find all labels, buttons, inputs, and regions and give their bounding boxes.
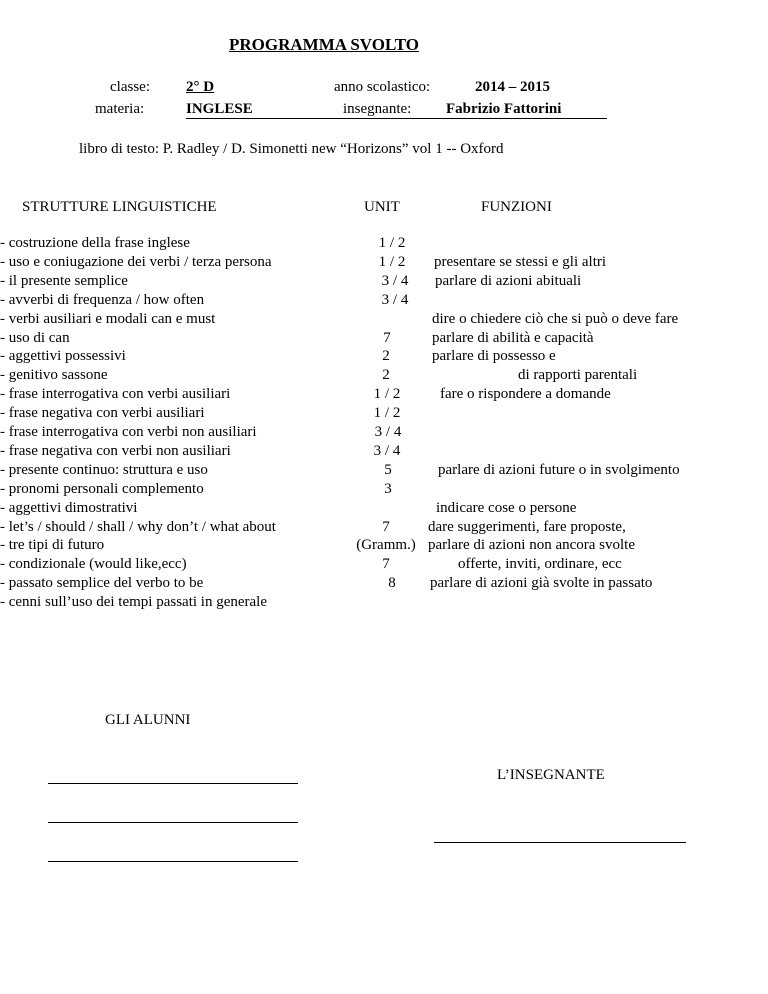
function-cell: indicare cose o persone xyxy=(436,499,577,516)
unit-cell: 3 / 4 xyxy=(374,424,402,440)
students-label: GLI ALUNNI xyxy=(105,712,191,728)
table-row xyxy=(0,536,768,554)
student-signature-line[interactable] xyxy=(48,861,298,862)
unit-cell: (Gramm.) xyxy=(356,537,416,554)
teacher-value: Fabrizio Fattorini xyxy=(446,101,562,117)
header-unit: UNIT xyxy=(364,199,400,215)
unit-cell: 3 xyxy=(384,480,392,497)
header-structures: STRUTTURE LINGUISTICHE xyxy=(22,199,217,215)
table-row xyxy=(0,499,768,517)
structure-cell: - genitivo sassone xyxy=(0,367,108,384)
structure-cell: - passato semplice del verbo to be xyxy=(0,575,204,592)
function-cell: parlare di azioni future o in svolgimento xyxy=(438,461,680,478)
structure-cell: - cenni sull’uso dei tempi passati in generale xyxy=(0,594,268,611)
structure-cell: - frase negativa con verbi non ausiliari xyxy=(0,442,231,459)
structure-cell: - frase interrogativa con verbi ausiliari xyxy=(0,386,231,403)
table-row xyxy=(0,518,768,536)
function-cell: parlare di possesso e xyxy=(432,348,556,365)
table-row xyxy=(0,329,768,347)
structure-cell: - uso e coniugazione dei verbi / terza persona xyxy=(0,253,272,270)
unit-cell: 1 / 2 xyxy=(373,405,401,422)
function-cell: parlare di azioni non ancora svolte xyxy=(428,537,635,554)
meta-underline xyxy=(186,118,607,119)
function-cell: parlare di abilità e capacità xyxy=(432,329,594,346)
class-label: classe: xyxy=(110,79,150,95)
unit-cell: 7 xyxy=(382,556,390,573)
subject-label: materia: xyxy=(95,101,145,117)
function-cell: di rapporti parentali xyxy=(518,367,638,384)
table-row xyxy=(0,404,768,422)
function-cell: parlare di azioni già svolte in passato xyxy=(430,575,653,592)
function-cell: dare suggerimenti, fare proposte, xyxy=(428,518,626,535)
structure-cell: - frase negativa con verbi ausiliari xyxy=(0,405,205,422)
structure-cell: - tre tipi di futuro xyxy=(0,537,105,554)
year-value: 2014 – 2015 xyxy=(475,79,550,95)
student-signature-line[interactable] xyxy=(48,783,298,784)
table-row xyxy=(0,272,768,290)
teacher-signature-line[interactable] xyxy=(434,842,686,843)
structure-cell: - let’s / should / shall / why don’t / what about xyxy=(0,518,276,535)
table-row xyxy=(0,253,768,271)
unit-cell: 7 xyxy=(382,518,390,535)
function-cell: offerte, inviti, ordinare, ecc xyxy=(458,556,622,573)
unit-cell: 2 xyxy=(382,348,390,365)
textbook-line: libro di testo: P. Radley / D. Simonetti new “Horizons” vol 1 -- Oxford xyxy=(79,141,504,157)
structure-cell: - aggettivi dimostrativi xyxy=(0,499,138,516)
table-row xyxy=(0,593,768,611)
unit-cell: 1 / 2 xyxy=(378,253,406,270)
table-row xyxy=(0,480,768,498)
year-label: anno scolastico: xyxy=(334,79,431,95)
table-row xyxy=(0,310,768,328)
student-signature-line[interactable] xyxy=(48,822,298,823)
unit-cell: 2 xyxy=(382,367,390,384)
class-value: 2° D xyxy=(186,79,215,95)
page-title: PROGRAMMA SVOLTO xyxy=(229,35,419,54)
structure-cell: - costruzione della frase inglese xyxy=(0,235,190,251)
unit-cell: 5 xyxy=(384,461,392,478)
unit-cell: 3 / 4 xyxy=(373,442,401,459)
structure-cell: - verbi ausiliari e modali can e must xyxy=(0,310,216,327)
structure-cell: - frase interrogativa con verbi non ausiliari xyxy=(0,424,257,440)
table-row xyxy=(0,234,768,252)
structure-cell: - avverbi di frequenza / how often xyxy=(0,291,205,308)
table-row xyxy=(0,461,768,479)
function-cell: fare o rispondere a domande xyxy=(440,386,611,403)
table-row xyxy=(0,423,768,441)
structure-cell: - condizionale (would like,ecc) xyxy=(0,556,187,573)
subject-value: INGLESE xyxy=(186,101,253,117)
function-cell: dire o chiedere ciò che si può o deve fare xyxy=(432,310,679,327)
teacher-label: insegnante: xyxy=(343,101,412,117)
unit-cell: 7 xyxy=(383,329,391,346)
structure-cell: - presente continuo: struttura e uso xyxy=(0,461,208,478)
structure-cell: - aggettivi possessivi xyxy=(0,348,126,365)
teacher-sign-label: L’INSEGNANTE xyxy=(497,767,605,783)
header-functions: FUNZIONI xyxy=(481,199,552,215)
structure-cell: - il presente semplice xyxy=(0,272,128,289)
table-row xyxy=(0,442,768,460)
unit-cell: 3 / 4 xyxy=(381,272,409,289)
unit-cell: 1 / 2 xyxy=(373,386,401,403)
structure-cell: - pronomi personali complemento xyxy=(0,480,204,497)
table-row xyxy=(0,574,768,592)
table-row xyxy=(0,291,768,309)
unit-cell: 1 / 2 xyxy=(378,235,406,251)
unit-cell: 3 / 4 xyxy=(381,291,409,308)
function-cell: parlare di azioni abituali xyxy=(435,272,582,289)
structure-cell: - uso di can xyxy=(0,329,70,346)
function-cell: presentare se stessi e gli altri xyxy=(434,253,607,270)
table-row xyxy=(0,347,768,365)
table-row xyxy=(0,385,768,403)
table-row xyxy=(0,366,768,384)
table-row xyxy=(0,555,768,573)
unit-cell: 8 xyxy=(388,575,396,592)
